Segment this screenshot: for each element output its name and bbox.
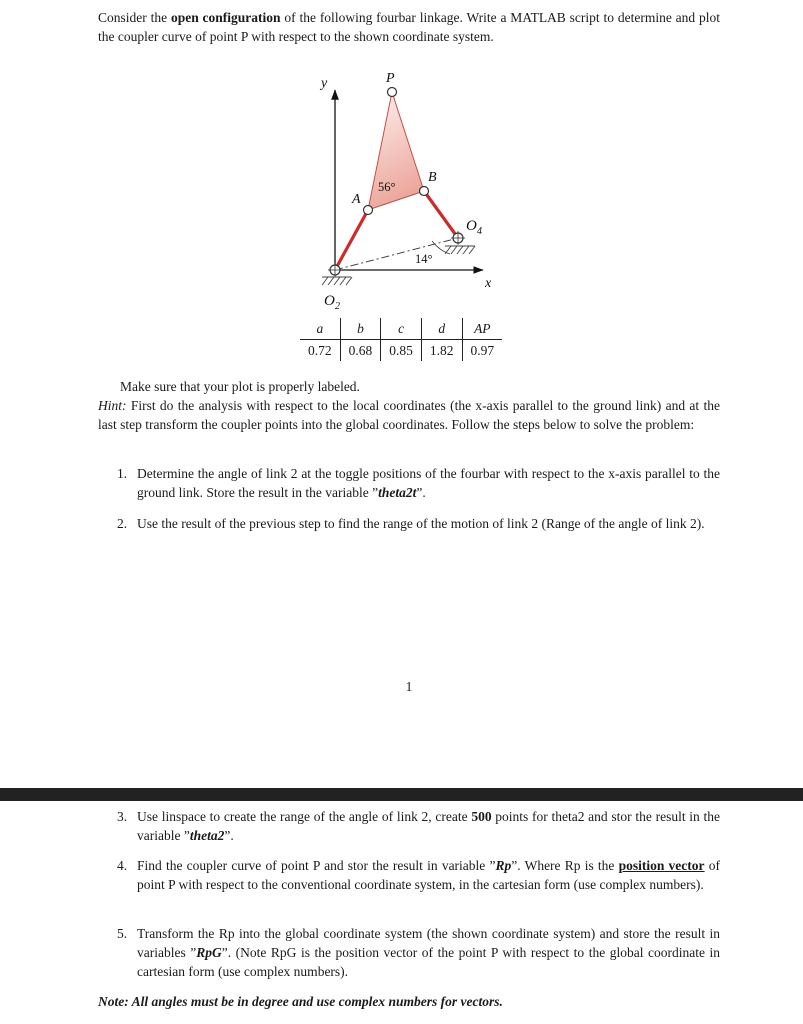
point-p-label: P: [386, 71, 395, 86]
table-value-cell: 0.85: [381, 340, 422, 362]
table-value-cell: 0.72: [308, 343, 332, 358]
table-value-cell: 0.68: [340, 340, 381, 362]
page-number: 1: [405, 679, 413, 694]
o4-label: O: [466, 218, 477, 234]
joint-a: [364, 206, 373, 215]
table-header-row: [300, 318, 502, 340]
link-4: [424, 191, 458, 238]
list-item-3: [98, 807, 720, 845]
table-value-cell: 1.82: [421, 340, 462, 362]
link-2: [335, 210, 368, 270]
o2-label-subscript: 2: [335, 301, 340, 312]
ground-centerline: [335, 238, 458, 270]
x-axis-label: x: [485, 276, 492, 291]
table-header-cell: AP: [462, 318, 502, 340]
ground-angle-arc: [432, 241, 450, 254]
list-text: Find the coupler curve of point P and stor the result in variable ”Rp”. Where Rp is the position vector of point P with respect to the conventional coordinate system, in the cartesian form (use complex numbers).: [137, 858, 720, 892]
list-number: 3.: [117, 809, 128, 824]
list-number: 5.: [117, 926, 128, 941]
page-break-bar: [0, 788, 803, 801]
hint-paragraph: Hint: First do the analysis with respect to the local coordinates (the x-axis parallel to the ground link) and at the last step transform the coupler points into the global coordinates. Follow the steps below to solve the problem:: [98, 398, 720, 432]
list-item-4: [98, 856, 720, 894]
note-paragraph: Note: All angles must be in degree and use complex numbers for vectors.: [98, 994, 503, 1009]
point-b-label: B: [428, 170, 437, 185]
parameter-table: [300, 318, 502, 361]
table-header-cell: c: [381, 318, 422, 340]
intro-paragraph: Consider the open configuration of the following fourbar linkage. Write a MATLAB script to determine and plot the coupler curve of point P with respect to the shown coordinate system.: [98, 10, 720, 44]
coupler-plate: [368, 92, 424, 210]
table-value-cell: 0.97: [462, 340, 502, 362]
list-item-1: [98, 464, 720, 502]
list-text: Determine the angle of link 2 at the toggle positions of the fourbar with respect to the x-axis parallel to the ground link. Store the result in the variable ”theta2t”.: [137, 466, 720, 500]
joint-p: [388, 88, 397, 97]
list-number: 4.: [117, 858, 128, 873]
table-value-row: [300, 340, 502, 362]
list-item-2: [98, 514, 720, 533]
fourbar-linkage-figure: [295, 60, 510, 312]
joint-b: [420, 187, 429, 196]
list-text: Transform the Rp into the global coordinate system (the shown coordinate system) and store the result in variables ”RpG”. (Note RpG is the position vector of the point P with respect to the global coordinate in cartesian form (use complex numbers).: [137, 926, 720, 979]
ground-angle-label: 14°: [415, 252, 433, 266]
list-number: 1.: [117, 466, 128, 481]
table-header-cell: a: [300, 318, 340, 340]
ground-hatch-o2: [322, 277, 352, 285]
coupler-angle-label: 56°: [378, 180, 396, 194]
ground-hatch-o4: [445, 246, 475, 254]
list-text: Use linspace to create the range of the angle of link 2, create 500 points for theta2 and stor the result in the variable ”theta2”.: [137, 809, 720, 843]
list-item-5: [98, 924, 720, 981]
table-header-cell: d: [421, 318, 462, 340]
point-a-label: A: [352, 192, 361, 207]
y-axis-label: y: [321, 76, 328, 91]
o2-label: O: [324, 293, 335, 309]
joint-o2: [328, 263, 342, 277]
table-header-cell: b: [340, 318, 381, 340]
list-text: Use the result of the previous step to find the range of the motion of link 2 (Range of the angle of link 2).: [137, 516, 705, 531]
labeled-note-paragraph: Make sure that your plot is properly labeled.: [120, 379, 360, 394]
o4-label-subscript: 4: [477, 226, 482, 237]
list-number: 2.: [117, 516, 128, 531]
